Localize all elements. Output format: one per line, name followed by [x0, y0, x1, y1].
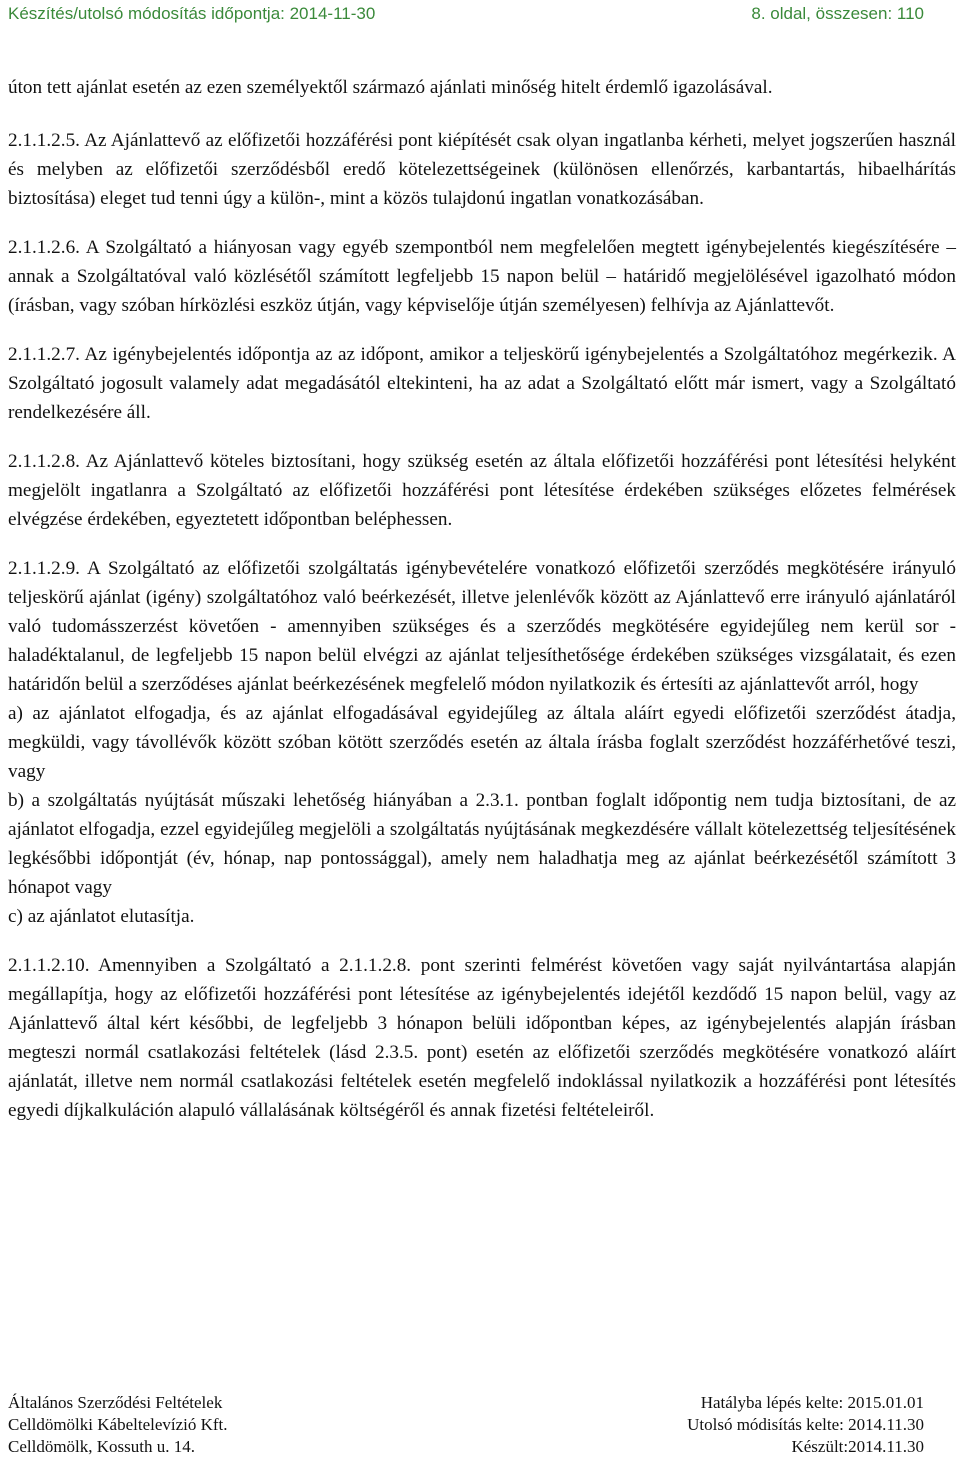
paragraph-2-1-1-2-10: 2.1.1.2.10. Amennyiben a Szolgáltató a 2.1.1.2.8. pont szerinti felmérést követően vagy saját nyilvántartása alapján megállapítja, hogy az előfizetői hozzáférési pont létesítése az igénybejelentés idejétől kezdődő 15 napon belül, vagy az Ajánlattevő által kért későbbi, de legfeljebb 3 hónapon belüli időpontban képes, az igénybejelentés alapján írásban megteszi normál csatlakozási feltételek (lásd 2.3.5. pont) esetén az előfizetői szerződés megkötésére vonatkozó aláírt ajánlatát, illetve nem normál csatlakozási feltételek esetén megfelelő indoklással nyilatkozik a hozzáférési pont létesítés egyedi díjkalkuláción alapuló vállalásának költségéről és annak fizetési feltételeiről.: [8, 955, 956, 1121]
header-page-count: 8. oldal, összesen: 110: [751, 4, 924, 23]
footer-row: [8, 1436, 924, 1458]
list-item-c: c) az ajánlatot elutasítja.: [8, 906, 195, 927]
paragraph-2-1-1-2-7: 2.1.1.2.7. Az igénybejelentés időpontja az az időpont, amikor a teljeskörű igénybejelentés a Szolgáltatóhoz megérkezik. A Szolgáltató jogosult valamely adat megadásától eltekinteni, ha az adat a Szolgáltató előtt már ismert, vagy a Szolgáltató rendelkezésére áll.: [8, 344, 956, 423]
paragraph-2-1-1-2-9-intro: 2.1.1.2.9. A Szolgáltató az előfizetői szolgáltatás igénybevételére vonatkozó előfizetői szerződés megkötésére irányuló teljeskörű ajánlat (igény) szolgáltatóhoz való beérkezését, illetve jelenlévők között az Ajánlattevő erre irányuló ajánlatáról való tudomásszerzést követően - amennyiben szükséges és a szerződés megkötésére egyidejűleg nem kerül sor - haladéktalanul, de legfeljebb 15 napon belül elvégzi az ajánlat teljesíthetősége érdekében szükséges vizsgálatait, és ezen határidőn belül a szerződéses ajánlat beérkezésének megfelelő módon nyilatkozik és értesíti az ajánlattevőt arról, hogy: [8, 558, 956, 695]
paragraph-2-1-1-2-8: 2.1.1.2.8. Az Ajánlattevő köteles biztosítani, hogy szükség esetén az általa előfizetői hozzáférési pont létesítési helyként megjelölt ingatlanra a Szolgáltató az előfizetői hozzáférési pont létesítése érdekében szükséges előzetes felmérések elvégzése érdekében, egyeztetett időpontban beléphessen.: [8, 451, 956, 530]
paragraph-2-1-1-2-9: [8, 554, 956, 931]
list-item-a: a) az ajánlatot elfogadja, és az ajánlat elfogadásával egyidejűleg az általa aláírt egyedi előfizetői szerződést átadja, megküldi, vagy távollévők között szóban kötött szerződés esetén az általa írásba foglalt szerződést hozzáférhetővé teszi, vagy: [8, 703, 956, 782]
footer-address: Celldömölk, Kossuth u. 14.: [8, 1437, 196, 1456]
list-item-b: b) a szolgáltatás nyújtását műszaki lehetőség hiányában a 2.3.1. pontban foglalt időpontig nem tudja biztosítani, de az ajánlatot elfogadja, ezzel egyidejűleg megjelöli a szolgáltatás nyújtásának megkezdésére vállalt kötelezettség teljesítésének legkésőbbi időpontját (év, hónap, nap pontossággal), amely nem haladhatja meg az ajánlat beérkezésétől számított 3 hónapot vagy: [8, 790, 956, 898]
paragraph-2-1-1-2-5: 2.1.1.2.5. Az Ajánlattevő az előfizetői hozzáférési pont kiépítését csak olyan ingatlanba kérheti, melyet jogszerűen használ és melyben az előfizetői szerződésből eredő kötelezettségeinek (különösen ellenőrzés, karbantartás, hibaelhárítás biztosítása) eleget tud tenni úgy a külön-, mint a közös tulajdonú ingatlan vonatkozásában.: [8, 130, 956, 209]
page-header: [8, 4, 924, 24]
paragraph-continuation: úton tett ajánlat esetén az ezen személyektől származó ajánlati minőség hitelt érdemlő igazolásával.: [8, 77, 773, 98]
footer-row: [8, 1414, 924, 1436]
footer-created-date: Készült:2014.11.30: [791, 1437, 924, 1456]
document-body: [8, 73, 956, 1145]
footer-last-modified: Utolsó módisítás kelte: 2014.11.30: [687, 1415, 924, 1434]
footer-row: [8, 1392, 924, 1414]
page-footer: [8, 1392, 924, 1458]
footer-effective-date: Hatályba lépés kelte: 2015.01.01: [700, 1393, 924, 1412]
footer-company-name: Celldömölki Kábeltelevízió Kft.: [8, 1415, 228, 1434]
header-timestamp: Készítés/utolsó módosítás időpontja: 2014-11-30: [8, 4, 376, 23]
footer-document-title: Általános Szerződési Feltételek: [8, 1393, 223, 1412]
paragraph-2-1-1-2-6: 2.1.1.2.6. A Szolgáltató a hiányosan vagy egyéb szempontból nem megfelelően megtett igénybejelentés kiegészítésére – annak a Szolgáltatóval való közlésétől számított legfeljebb 15 napon belül – határidő megjelölésével igazolható módon (írásban, vagy szóban hírközlési eszköz útján, vagy képviselője útján személyesen) felhívja az Ajánlattevőt.: [8, 237, 956, 316]
